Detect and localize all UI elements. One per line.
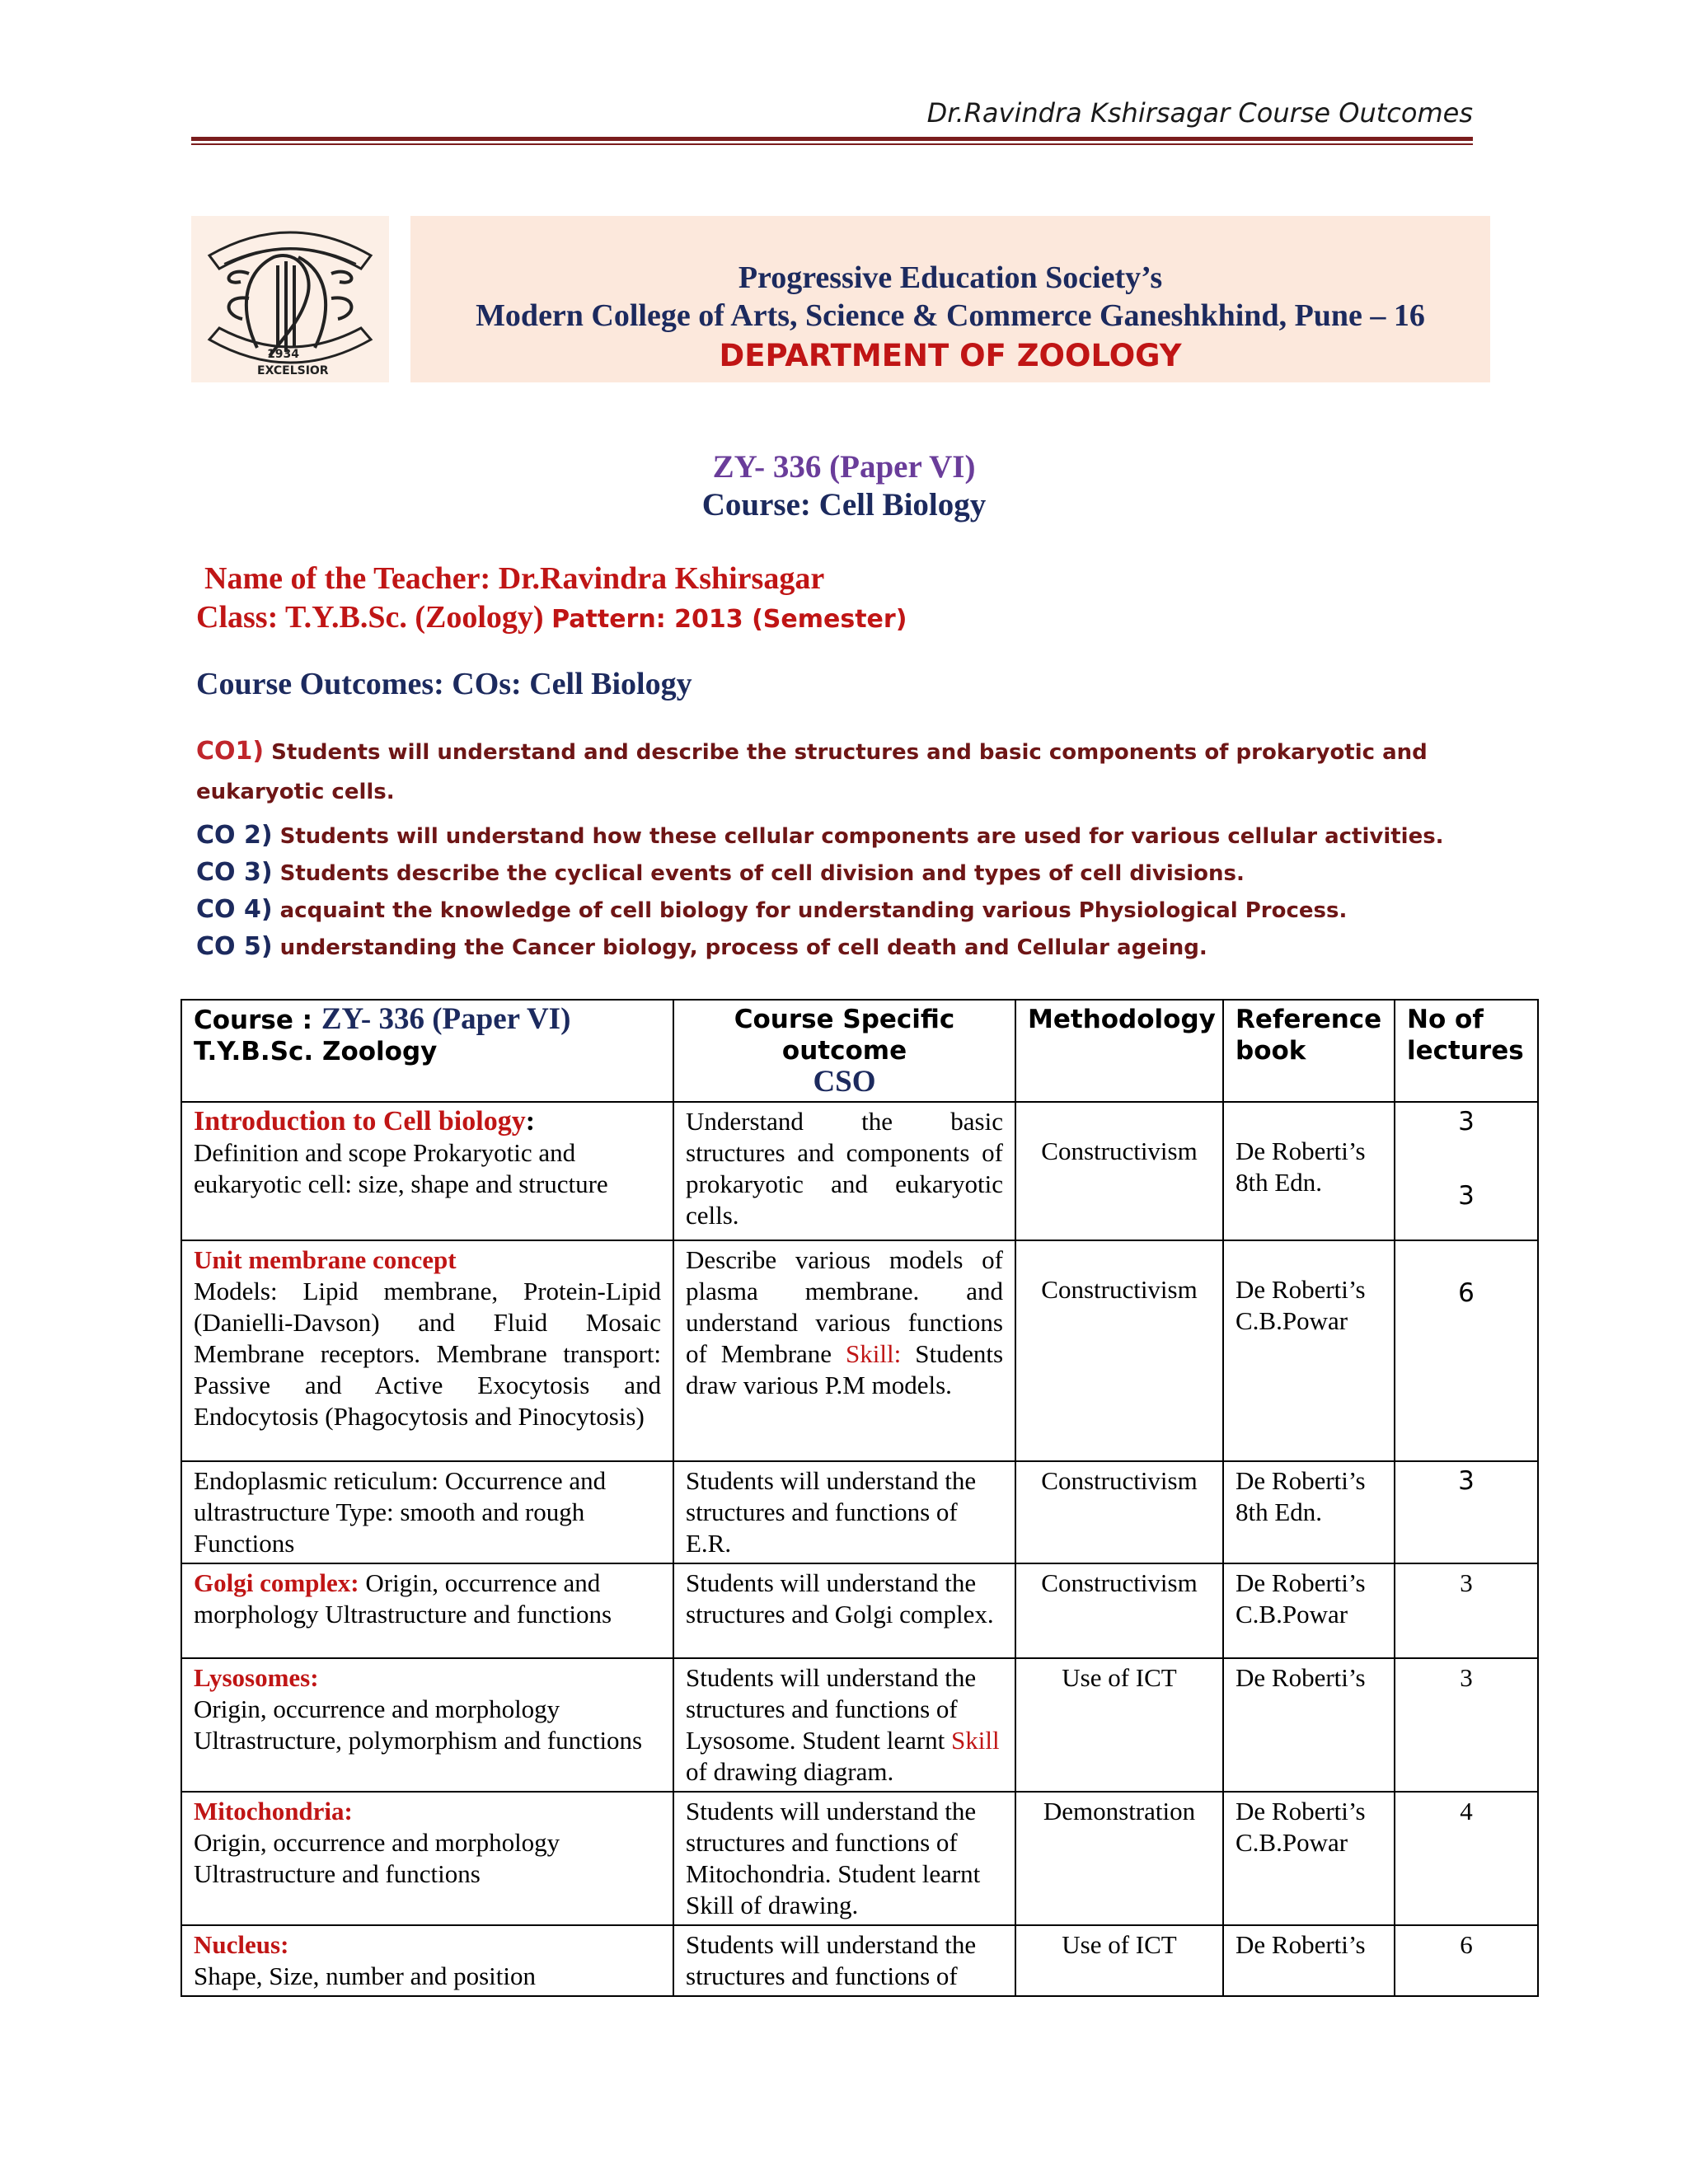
course-table xyxy=(181,999,1539,1997)
header-cso-line1: Course Specific outcome xyxy=(734,1005,955,1066)
topic-content: Definition and scope Prokaryotic and eukaryotic cell: size, shape and structure xyxy=(194,1138,608,1198)
table-row xyxy=(181,1240,1538,1461)
class-label: Class: T.Y.B.Sc. (Zoology) xyxy=(196,600,544,635)
table-row xyxy=(181,1792,1538,1925)
topic-cell xyxy=(181,1240,673,1461)
lectures-value-2: 3 xyxy=(1458,1181,1475,1211)
department-name: DEPARTMENT OF ZOOLOGY xyxy=(719,338,1182,373)
topic-content: Origin, occurrence and morphology Ultrastructure and functions xyxy=(194,1568,612,1629)
outcome-text: Students will understand and describe the structures and basic components of prokaryotic and eukaryotic cells. xyxy=(196,740,1428,804)
outcome-label: CO1) xyxy=(196,737,265,766)
college-name: Modern College of Arts, Science & Commerce Ganeshkhind, Pune – 16 xyxy=(476,298,1425,333)
topic-title: Lysosomes: xyxy=(194,1663,319,1692)
lectures-cell: 6 xyxy=(1395,1925,1538,1996)
topic-content: Shape, Size, number and position xyxy=(194,1961,536,1990)
outcome-label: CO 2) xyxy=(196,821,273,850)
college-banner xyxy=(410,216,1490,382)
skill-label: Skill: xyxy=(846,1339,902,1368)
method-cell: Use of ICT xyxy=(1015,1925,1223,1996)
reference-cell xyxy=(1223,1461,1395,1563)
course-code: ZY- 336 (Paper VI) xyxy=(712,449,976,485)
topic-content: Origin, occurrence and morphology Ultrastructure and functions xyxy=(194,1828,560,1888)
topic-cell: Endoplasmic reticulum: Occurrence and ultrastructure Type: smooth and rough Functions xyxy=(181,1461,673,1563)
college-logo xyxy=(191,216,389,382)
outcome-label: CO 4) xyxy=(196,895,273,924)
skill-label: Skill xyxy=(951,1726,1000,1755)
method-cell: Constructivism xyxy=(1015,1240,1223,1461)
course-outcomes-heading: Course Outcomes: COs: Cell Biology xyxy=(196,667,692,701)
topic-title: Golgi complex: xyxy=(194,1568,359,1597)
topic-cell xyxy=(181,1658,673,1792)
outcome-text: acquaint the knowledge of cell biology for understanding various Physiological Process. xyxy=(279,898,1348,923)
skill-text: Students draw various P.M models. xyxy=(686,1339,1004,1399)
topic-cell xyxy=(181,1563,673,1658)
cso-cell xyxy=(673,1240,1015,1461)
method-cell: Demonstration xyxy=(1015,1792,1223,1925)
college-emblem-icon xyxy=(191,216,389,382)
reference-line2: C.B.Powar xyxy=(1236,1306,1348,1335)
reference-cell xyxy=(1223,1792,1395,1925)
table-row xyxy=(181,1563,1538,1658)
table-row xyxy=(181,1461,1538,1563)
outcome-co3 xyxy=(196,858,1498,887)
reference-cell: De Roberti’s xyxy=(1223,1658,1395,1792)
header-reference: Reference book xyxy=(1223,1000,1395,1102)
topic-content: Origin, occurrence and morphology Ultrastructure, polymorphism and functions xyxy=(194,1694,643,1755)
topic-cell xyxy=(181,1102,673,1240)
header-course-prefix: Course : xyxy=(194,1005,313,1035)
reference-cell xyxy=(1223,1102,1395,1240)
pattern-label: Pattern: 2013 (Semester) xyxy=(551,605,907,634)
course-name: Course: Cell Biology xyxy=(701,487,987,523)
header-cso-line2: CSO xyxy=(813,1065,876,1099)
page-header: Dr.Ravindra Kshirsagar Course Outcomes xyxy=(926,97,1473,129)
outcome-co1 xyxy=(196,732,1498,812)
reference-line1: De Roberti’s xyxy=(1236,1137,1366,1165)
society-name: Progressive Education Society’s xyxy=(738,260,1163,295)
header-cso xyxy=(673,1000,1015,1102)
outcome-co4 xyxy=(196,895,1498,924)
outcome-text: Students describe the cyclical events of cell division and types of cell divisions. xyxy=(279,861,1245,886)
outcome-text: understanding the Cancer biology, process of cell death and Cellular ageing. xyxy=(279,935,1207,960)
reference-cell: De Roberti’s xyxy=(1223,1925,1395,1996)
method-cell: Constructivism xyxy=(1015,1102,1223,1240)
teacher-name: Name of the Teacher: Dr.Ravindra Kshirsagar xyxy=(204,561,825,596)
topic-content: Models: Lipid membrane, Protein-Lipid (Danielli-Davson) and Fluid Mosaic Membrane receptors. Membrane transport: Passive and Active Exocytosis and Endocytosis (Phagocytosis and Pinocytosis) xyxy=(194,1277,661,1431)
table-row xyxy=(181,1102,1538,1240)
topic-title: Nucleus: xyxy=(194,1930,289,1959)
table-row xyxy=(181,1925,1538,1996)
header-rule xyxy=(191,137,1473,141)
lectures-cell xyxy=(1395,1102,1538,1240)
class-info xyxy=(196,599,907,635)
cso-text: Describe various models of plasma membrane. and understand various functions of Membrane xyxy=(686,1245,1003,1368)
reference-line2: C.B.Powar xyxy=(1236,1828,1348,1857)
logo-motto: EXCELSIOR xyxy=(257,364,329,377)
lectures-cell: 3 xyxy=(1395,1563,1538,1658)
reference-cell xyxy=(1223,1563,1395,1658)
topic-cell xyxy=(181,1925,673,1996)
lectures-cell: 3 xyxy=(1395,1461,1538,1563)
header-course-class: T.Y.B.Sc. Zoology xyxy=(194,1037,438,1066)
header-course xyxy=(181,1000,673,1102)
outcome-label: CO 5) xyxy=(196,932,273,961)
header-course-code: ZY- 336 (Paper VI) xyxy=(321,1002,571,1036)
method-cell: Use of ICT xyxy=(1015,1658,1223,1792)
reference-line1: De Roberti’s xyxy=(1236,1568,1366,1597)
reference-line2: 8th Edn. xyxy=(1236,1497,1323,1526)
reference-line2: 8th Edn. xyxy=(1236,1168,1323,1197)
cso-text: Students will understand the structures and functions of Lysosome. Student learnt xyxy=(686,1663,977,1755)
table-row xyxy=(181,1658,1538,1792)
reference-line2: C.B.Powar xyxy=(1236,1600,1348,1629)
outcome-co5 xyxy=(196,932,1498,961)
table-header-row xyxy=(181,1000,1538,1102)
skill-text: of drawing diagram. xyxy=(686,1757,894,1786)
topic-title: Introduction to Cell biology xyxy=(194,1106,526,1137)
outcome-co2 xyxy=(196,821,1498,850)
lectures-cell: 4 xyxy=(1395,1792,1538,1925)
cso-cell xyxy=(673,1658,1015,1792)
cso-cell: Understand the basic structures and components of prokaryotic and eukaryotic cells. xyxy=(673,1102,1015,1240)
topic-cell xyxy=(181,1792,673,1925)
lectures-value: 3 xyxy=(1458,1107,1475,1137)
cso-cell: Students will understand the structures and functions of E.R. xyxy=(673,1461,1015,1563)
cso-cell: Students will understand the structures and functions of xyxy=(673,1925,1015,1996)
cso-cell: Students will understand the structures and functions of Mitochondria. Student learnt Skill of drawing. xyxy=(673,1792,1015,1925)
header-methodology: Methodology xyxy=(1015,1000,1223,1102)
outcome-text: Students will understand how these cellular components are used for various cellular activities. xyxy=(279,824,1444,849)
outcome-label: CO 3) xyxy=(196,858,273,887)
method-cell: Constructivism xyxy=(1015,1461,1223,1563)
logo-year: 1934 xyxy=(267,348,299,361)
reference-line1: De Roberti’s xyxy=(1236,1797,1366,1825)
lectures-cell: 3 xyxy=(1395,1658,1538,1792)
method-cell: Constructivism xyxy=(1015,1563,1223,1658)
header-rule-thin xyxy=(191,143,1473,145)
reference-line1: De Roberti’s xyxy=(1236,1275,1366,1304)
header-lectures: No of lectures xyxy=(1395,1000,1538,1102)
topic-title-suffix: : xyxy=(525,1106,536,1137)
cso-cell: Students will understand the structures and Golgi complex. xyxy=(673,1563,1015,1658)
topic-title: Mitochondria: xyxy=(194,1797,353,1825)
lectures-cell: 6 xyxy=(1395,1240,1538,1461)
reference-cell xyxy=(1223,1240,1395,1461)
reference-line1: De Roberti’s xyxy=(1236,1466,1366,1495)
topic-title: Unit membrane concept xyxy=(194,1245,457,1274)
